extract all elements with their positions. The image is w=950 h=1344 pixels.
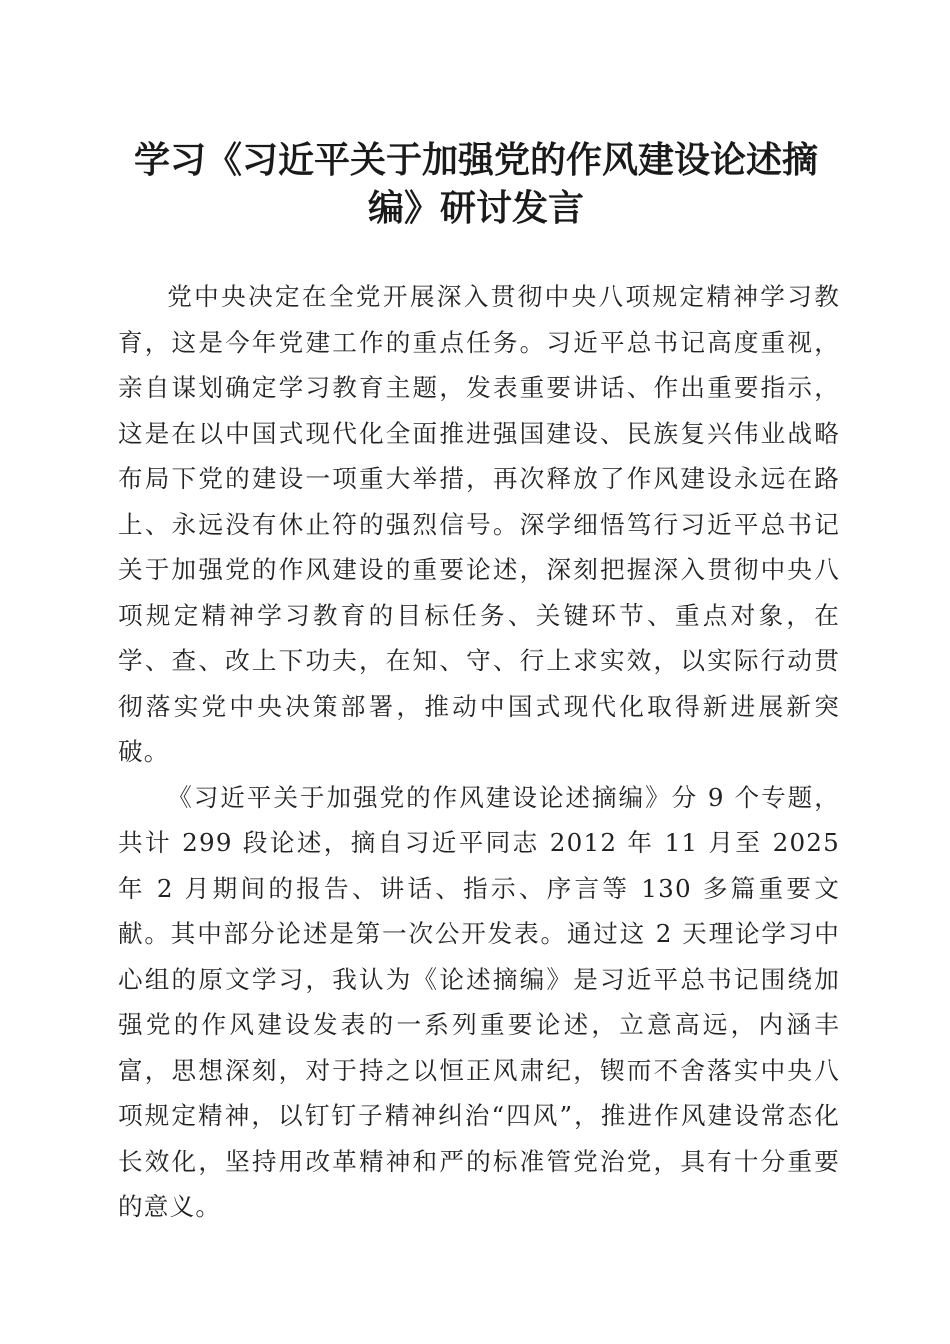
document-title-line-1: 学习《习近平关于加强党的作风建设论述摘 bbox=[133, 139, 818, 181]
document-title bbox=[118, 136, 834, 232]
document-title-line-2: 编》研讨发言 bbox=[367, 187, 584, 229]
paragraph-2: 《习近平关于加强党的作风建设论述摘编》分 9 个专题，共计 299 段论述，摘自习近平同志 2012 年 11 月至 2025 年 2 月期间的报告、讲话、指示、序言等 130 多篇重要文献。其中部分论述是第一次公开发表。通过这 2 天理论学习中心组的原文学习，我认为《论述摘编》是习近平总书记围绕加强党的作风建设发表的一系列重要论述，立意高远，内涵丰富，思想深刻，对于持之以恒正风肃纪，锲而不舍落实中央八项规定精神，以钉钉子精神纠治“四风”，推进作风建设常态化长效化，坚持用改革精神和严的标准管党治党，具有十分重要的意义。 bbox=[118, 782, 840, 1221]
document-body bbox=[118, 274, 840, 1230]
paragraph-1: 党中央决定在全党开展深入贯彻中央八项规定精神学习教育，这是今年党建工作的重点任务。习近平总书记高度重视，亲自谋划确定学习教育主题，发表重要讲话、作出重要指示，这是在以中国式现代化全面推进强国建设、民族复兴伟业战略布局下党的建设一项重大举措，再次释放了作风建设永远在路上、永远没有休止符的强烈信号。深学细悟笃行习近平总书记关于加强党的作风建设的重要论述，深刻把握深入贯彻中央八项规定精神学习教育的目标任务、关键环节、重点对象，在学、查、改上下功夫，在知、守、行上求实效，以实际行动贯彻落实党中央决策部署，推动中国式现代化取得新进展新突破。 bbox=[118, 282, 840, 766]
